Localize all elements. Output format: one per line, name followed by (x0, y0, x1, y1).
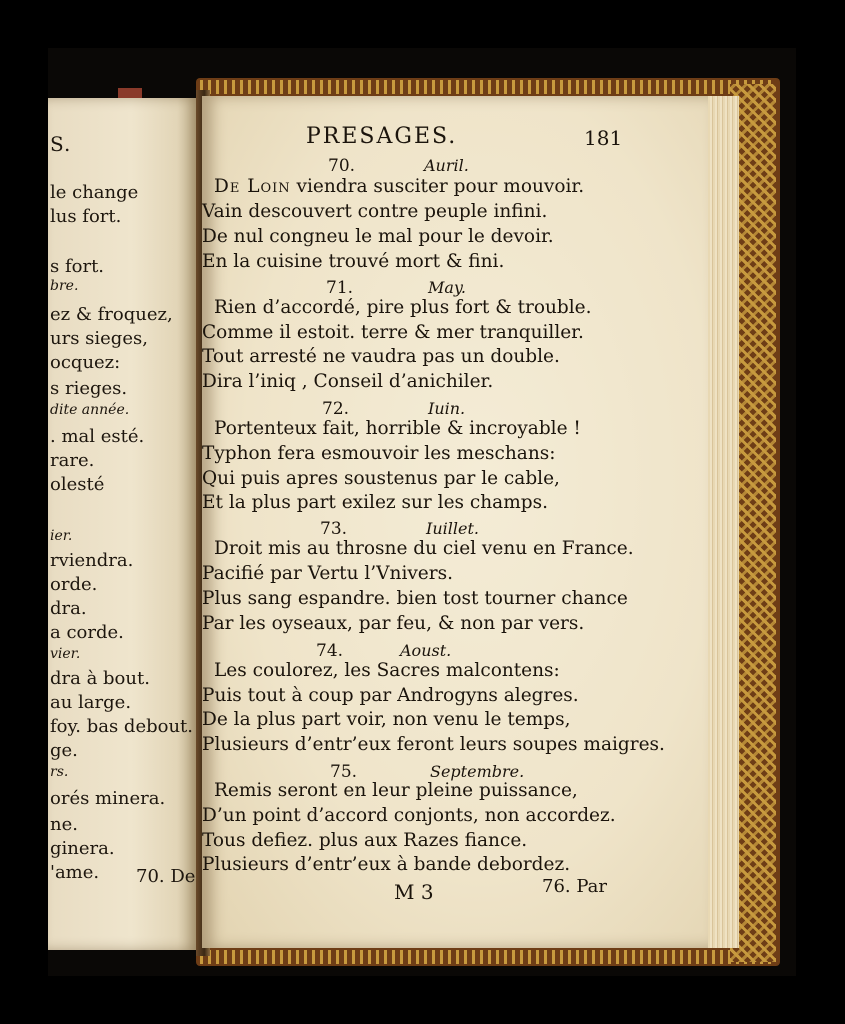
left-page-line: ge. (50, 740, 78, 761)
quatrain-number: 70. (328, 156, 356, 176)
left-page-line: dra. (50, 598, 87, 619)
verse-line: Pacifié par Vertu l’Vnivers. (202, 563, 453, 584)
verse-line: Comme il estoit. terre & mer tranquiller. (202, 322, 584, 343)
left-page-line: urs sieges, (50, 328, 148, 349)
left-page-line: rviendra. (50, 550, 134, 571)
initial-words: De Loin (214, 176, 291, 197)
left-page-line: . mal esté. (50, 426, 145, 447)
verse-line: Et la plus part exilez sur les champs. (202, 492, 548, 513)
running-head: PRESAGES. (306, 124, 458, 149)
verse-line: En la cuisine trouvé mort & fini. (202, 251, 505, 272)
verse-line: Puis tout à coup par Androgyns alegres. (202, 685, 579, 706)
verse-line: Rien d’accordé, pire plus fort & trouble. (214, 297, 592, 318)
quatrain-number: 71. (326, 278, 354, 298)
left-page-line: dite année. (50, 402, 130, 418)
left-page (48, 98, 200, 950)
quatrain-number: 73. (320, 519, 348, 539)
left-page-line: dra à bout. (50, 668, 150, 689)
left-page-line: ginera. (50, 838, 115, 859)
verse-line: Tous defiez. plus aux Razes fiance. (202, 830, 528, 851)
left-page-line: bre. (50, 278, 79, 294)
verse-line: Qui puis apres soustenus par le cable, (202, 468, 560, 489)
quatrain-month: Aoust. (400, 641, 452, 660)
left-page-line: ier. (50, 528, 73, 544)
catchword: 76. Par (542, 876, 607, 897)
verse-line: Par les oyseaux, par feu, & non par vers. (202, 613, 585, 634)
quatrain-month: Septembre. (430, 762, 525, 781)
left-page-line: ne. (50, 814, 78, 835)
left-page-line: foy. bas debout. (50, 716, 194, 737)
verse-line (214, 176, 584, 197)
left-page-line: a corde. (50, 622, 124, 643)
left-page-line: rs. (50, 764, 69, 780)
page-edges (704, 96, 739, 948)
verse-line: Les coulorez, les Sacres malcontens: (214, 660, 560, 681)
verse-line: De la plus part voir, non venu le temps, (202, 709, 571, 730)
verse-line: Plusieurs d’entr’eux feront leurs soupes maigres. (202, 734, 665, 755)
bookmark-ribbon (118, 88, 142, 98)
verse-line: Remis seront en leur pleine puissance, (214, 780, 578, 801)
cover-tooling-top (200, 80, 776, 94)
left-page-line: lus fort. (50, 206, 122, 227)
signature-mark: M 3 (394, 880, 434, 904)
left-catchword: 70. De (136, 866, 196, 887)
left-page-line: orés minera. (50, 788, 166, 809)
quatrain-number: 75. (330, 762, 358, 782)
verse-line: D’un point d’accord conjonts, non accordez. (202, 805, 616, 826)
cover-tooling-bottom (200, 950, 776, 964)
left-page-line: rare. (50, 450, 95, 471)
quatrain-number: 72. (322, 399, 350, 419)
verse-line: Typhon fera esmouvoir les meschans: (202, 443, 556, 464)
quatrain-month: Auril. (424, 156, 469, 175)
verse-line: De nul congneu le mal pour le devoir. (202, 226, 554, 247)
left-page-line: orde. (50, 574, 98, 595)
left-page-line: vier. (50, 646, 81, 662)
verse-line: Tout arresté ne vaudra pas un double. (202, 346, 560, 367)
left-page-line: au large. (50, 692, 132, 713)
verse-line: Plusieurs d’entr’eux à bande debordez. (202, 854, 571, 875)
left-running-head: S. (50, 132, 72, 156)
verse-line-rest: viendra susciter pour mouvoir. (296, 176, 585, 197)
left-page-line: ocquez: (50, 352, 121, 373)
verse-line: Plus sang espandre. bien tost tourner chance (202, 588, 628, 609)
left-page-line: le change (50, 182, 139, 203)
page-number: 181 (584, 126, 623, 150)
left-page-line: s rieges. (50, 378, 128, 399)
quatrain-number: 74. (316, 641, 344, 661)
verse-line: Vain descouvert contre peuple infini. (202, 201, 548, 222)
left-page-line: s fort. (50, 256, 105, 277)
quatrain-month: Iuillet. (426, 519, 479, 538)
verse-line: Droit mis au throsne du ciel venu en France. (214, 538, 634, 559)
left-page-line: ez & froquez, (50, 304, 173, 325)
quatrain-month: May. (428, 278, 466, 297)
left-page-line: olesté (50, 474, 105, 495)
quatrain-month: Iuin. (428, 399, 466, 418)
verse-line: Dira l’iniq , Conseil d’anichiler. (202, 371, 494, 392)
left-page-line: 'ame. (50, 862, 100, 883)
verse-line: Portenteux fait, horrible & incroyable ! (214, 418, 581, 439)
